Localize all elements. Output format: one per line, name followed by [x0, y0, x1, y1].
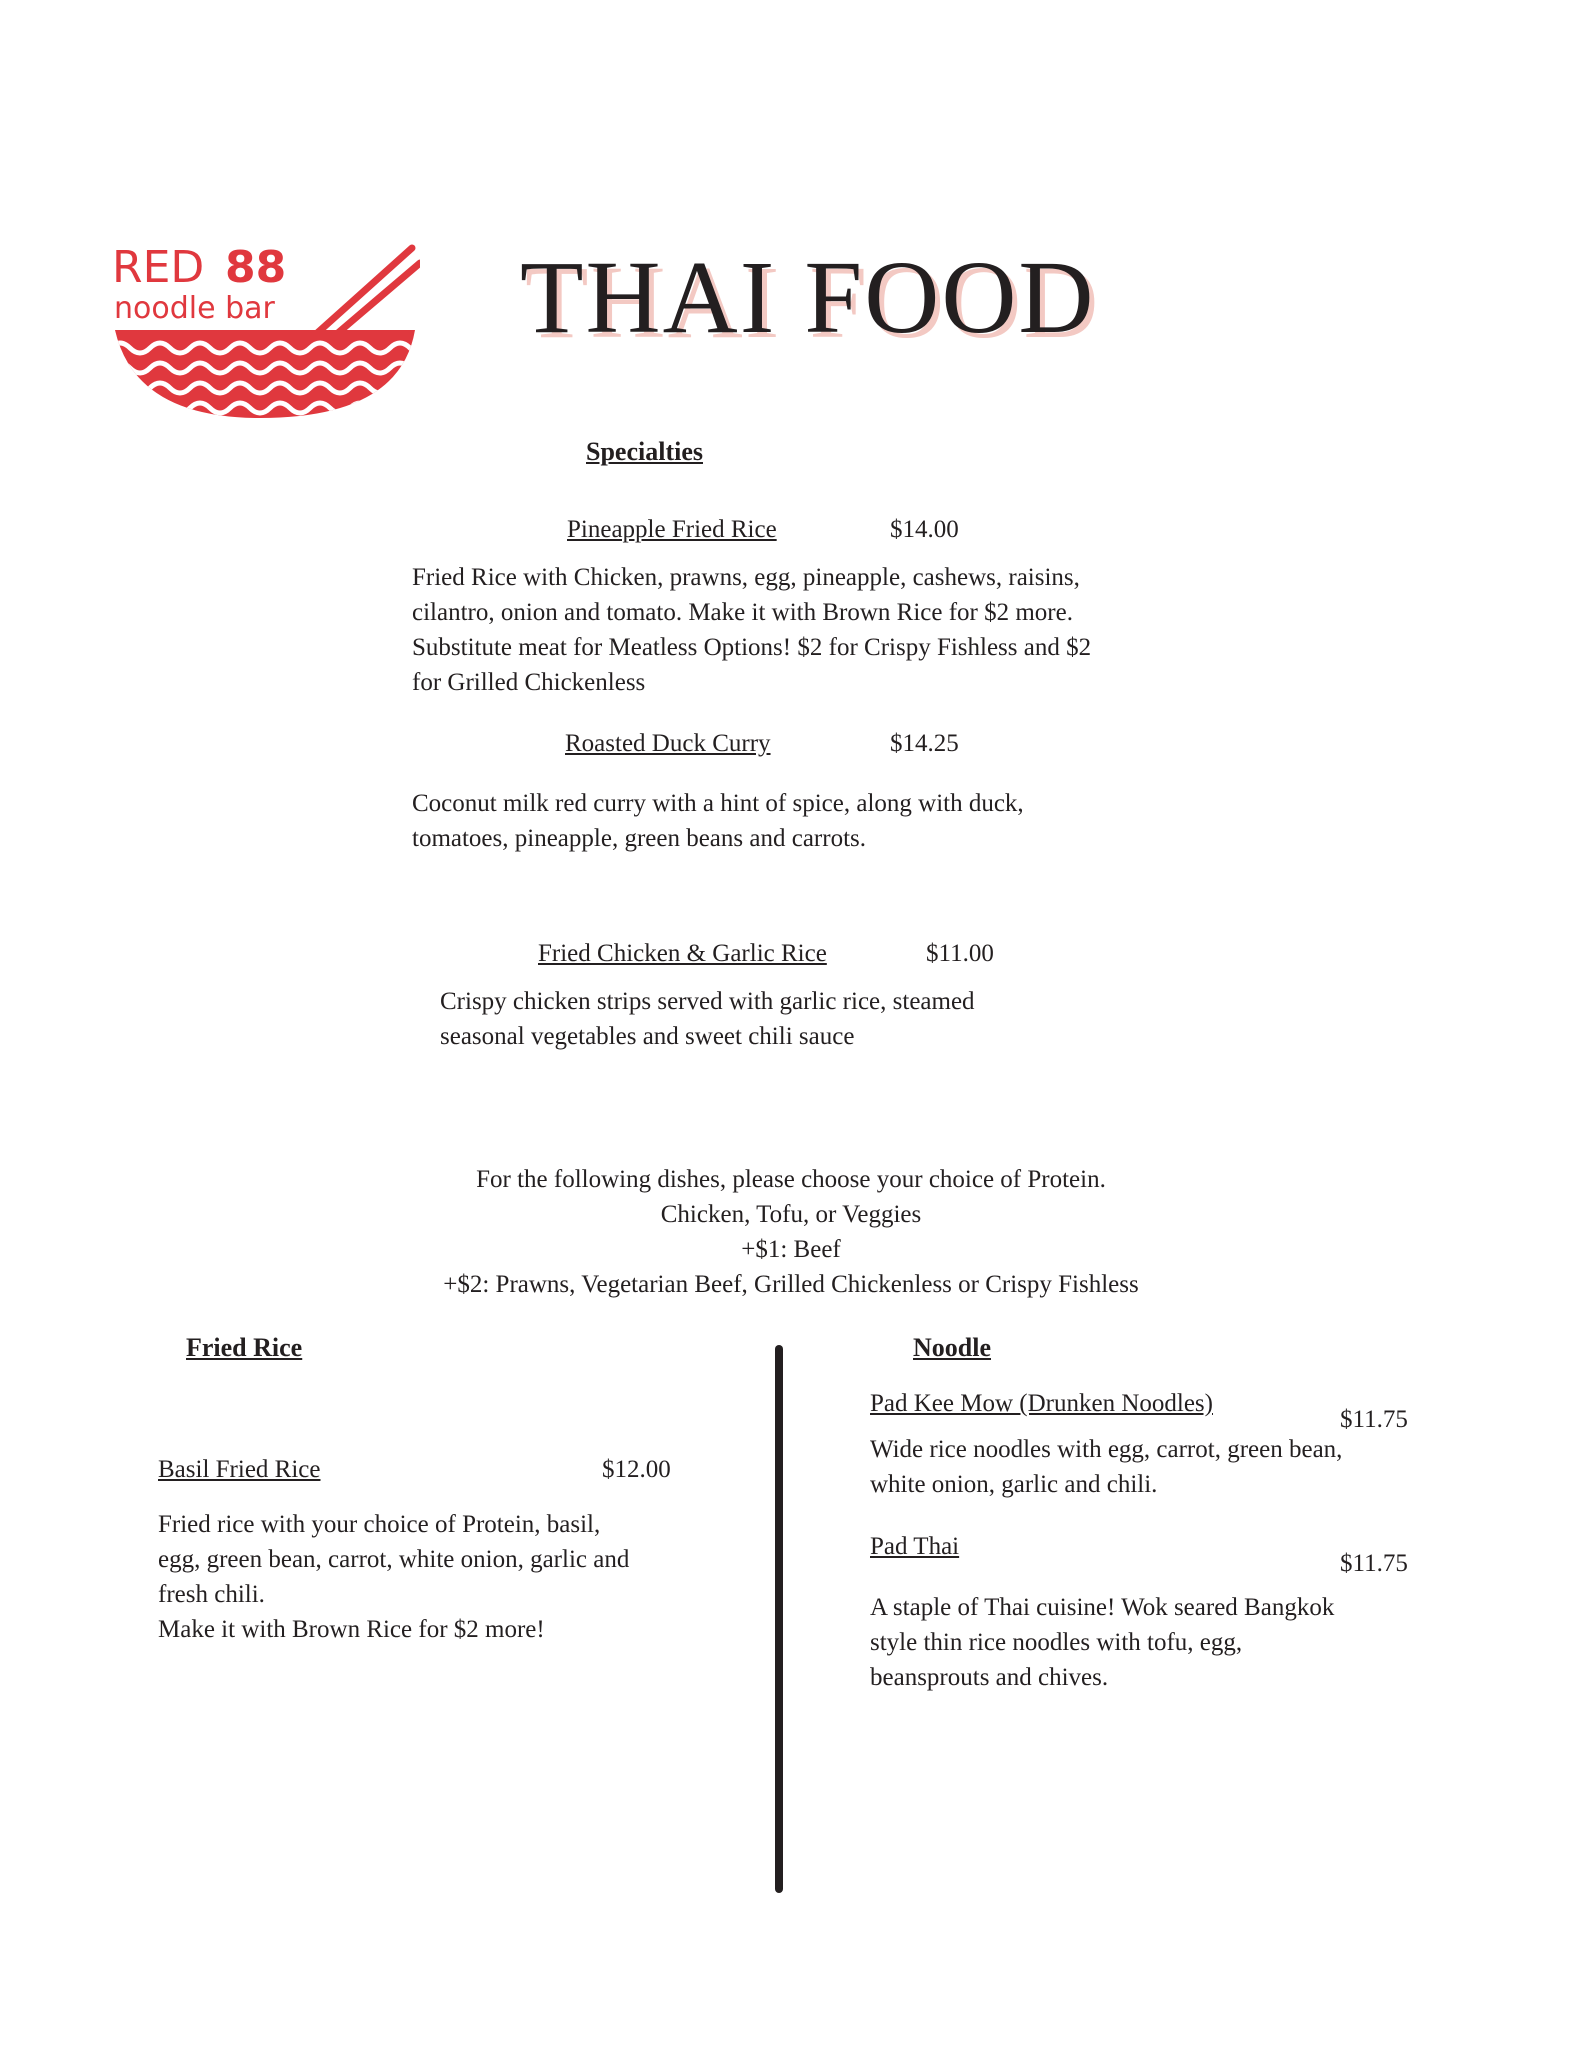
menu-item-price: $14.00 — [890, 516, 959, 543]
description-line: for Grilled Chickenless — [412, 669, 646, 696]
description-line: Fried Rice with Chicken, prawns, egg, pineapple, cashews, raisins, — [412, 564, 1080, 591]
description-line: style thin rice noodles with tofu, egg, — [870, 1629, 1243, 1656]
description-line: Crispy chicken strips served with garlic rice, steamed — [440, 988, 975, 1015]
description-line: Fried rice with your choice of Protein, basil, — [158, 1511, 601, 1538]
description-line: white onion, garlic and chili. — [870, 1471, 1158, 1498]
menu-item-price: $11.00 — [926, 940, 994, 967]
description-line: Make it with Brown Rice for $2 more! — [158, 1616, 545, 1643]
note-line: +$1: Beef — [741, 1236, 841, 1263]
fried-rice-heading: Fried Rice — [186, 1333, 303, 1362]
logo-noodle-bar-text: noodle bar — [114, 291, 275, 326]
description-line: cilantro, onion and tomato. Make it with Brown Rice for $2 more. — [412, 599, 1073, 626]
description-line: seasonal vegetables and sweet chili sauce — [440, 1023, 855, 1050]
menu-item-name: Pad Thai — [870, 1533, 960, 1560]
menu-item-description — [158, 1507, 718, 1647]
menu-item-price: $11.75 — [1340, 1406, 1408, 1433]
note-line: Chicken, Tofu, or Veggies — [660, 1201, 922, 1228]
menu-item-description — [412, 560, 1192, 700]
menu-item-name: Fried Chicken & Garlic Rice — [538, 940, 827, 967]
menu-item-description — [870, 1432, 1410, 1502]
menu-item-name: Basil Fried Rice — [158, 1456, 321, 1483]
menu-item-price: $11.75 — [1340, 1550, 1408, 1577]
menu-item-description — [412, 786, 1192, 856]
noodle-heading: Noodle — [913, 1333, 991, 1362]
menu-item-name: Roasted Duck Curry — [565, 730, 771, 757]
description-line: egg, green bean, carrot, white onion, garlic and — [158, 1546, 630, 1573]
menu-item-price: $14.25 — [890, 730, 959, 757]
description-line: Wide rice noodles with egg, carrot, green bean, — [870, 1436, 1343, 1463]
description-line: Coconut milk red curry with a hint of spice, along with duck, — [412, 790, 1024, 817]
protein-choice-note — [391, 1162, 1191, 1302]
menu-item-description — [440, 984, 1180, 1054]
logo-number-text: 88 — [225, 242, 287, 293]
description-line: tomatoes, pineapple, green beans and carrots. — [412, 825, 866, 852]
menu-item-price: $12.00 — [602, 1456, 671, 1483]
menu-item-name: Pad Kee Mow (Drunken Noodles) — [870, 1390, 1213, 1417]
noodle-bowl-logo-icon — [110, 230, 420, 420]
restaurant-logo — [110, 230, 420, 420]
note-line: For the following dishes, please choose your choice of Protein. — [476, 1166, 1106, 1193]
description-line: fresh chili. — [158, 1581, 265, 1608]
description-line: beansprouts and chives. — [870, 1664, 1109, 1691]
menu-item-description — [870, 1590, 1410, 1695]
menu-item-name: Pineapple Fried Rice — [567, 516, 777, 543]
logo-red-text: RED — [112, 242, 205, 293]
column-divider — [775, 1345, 783, 1893]
specialties-heading: Specialties — [586, 437, 703, 466]
description-line: Substitute meat for Meatless Options! $2 for Crispy Fishless and $2 — [412, 634, 1092, 661]
page-title: THAI FOOD — [520, 240, 1096, 355]
note-line: +$2: Prawns, Vegetarian Beef, Grilled Chickenless or Crispy Fishless — [443, 1271, 1139, 1298]
description-line: A staple of Thai cuisine! Wok seared Bangkok — [870, 1594, 1335, 1621]
